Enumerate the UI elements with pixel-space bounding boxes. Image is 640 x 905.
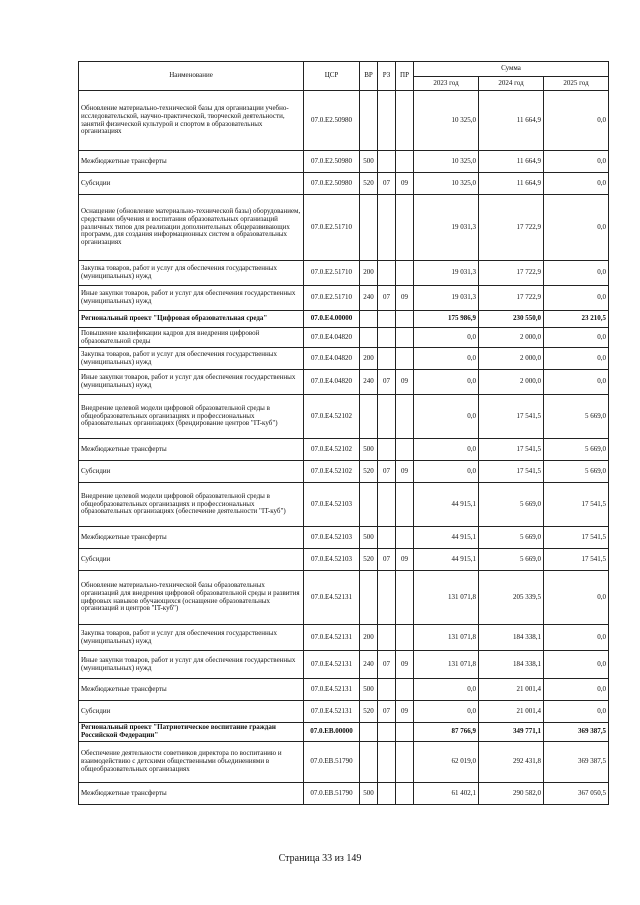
row-vr-cell	[360, 483, 378, 527]
row-rz-cell	[378, 571, 396, 625]
row-rz-cell: 07	[378, 286, 396, 311]
row-2025-cell: 0,0	[544, 173, 609, 195]
row-pr-cell	[396, 328, 414, 348]
row-2024-cell: 5 669,0	[479, 527, 544, 549]
row-2024-cell: 2 000,0	[479, 328, 544, 348]
row-vr-cell: 200	[360, 348, 378, 370]
row-vr-cell: 500	[360, 679, 378, 701]
row-name-cell: Субсидии	[79, 701, 304, 723]
row-2025-cell: 0,0	[544, 679, 609, 701]
row-pr-cell	[396, 625, 414, 651]
row-2024-cell: 349 771,1	[479, 723, 544, 742]
row-vr-cell	[360, 311, 378, 328]
row-2024-cell: 17 541,5	[479, 461, 544, 483]
row-2023-cell: 131 071,8	[414, 571, 479, 625]
row-pr-cell	[396, 311, 414, 328]
row-rz-cell	[378, 151, 396, 173]
row-csr-cell: 07.0.EB.00000	[304, 723, 360, 742]
row-name-cell: Межбюджетные трансферты	[79, 679, 304, 701]
row-2023-cell: 10 325,0	[414, 151, 479, 173]
row-vr-cell: 200	[360, 625, 378, 651]
row-2024-cell: 21 001,4	[479, 679, 544, 701]
row-2023-cell: 19 031,3	[414, 261, 479, 286]
row-rz-cell	[378, 679, 396, 701]
row-rz-cell: 07	[378, 173, 396, 195]
row-name-cell: Региональный проект "Цифровая образовательная среда"	[79, 311, 304, 328]
row-vr-cell: 520	[360, 549, 378, 571]
row-2023-cell: 10 325,0	[414, 91, 479, 151]
row-2024-cell: 17 722,9	[479, 261, 544, 286]
row-2025-cell: 0,0	[544, 651, 609, 679]
row-2024-cell: 292 431,8	[479, 742, 544, 783]
row-name-cell: Межбюджетные трансферты	[79, 783, 304, 805]
row-vr-cell	[360, 328, 378, 348]
row-name-cell: Закупка товаров, работ и услуг для обеспечения государственных (муниципальных) нужд	[79, 348, 304, 370]
header-rz: РЗ	[378, 62, 396, 91]
row-pr-cell	[396, 679, 414, 701]
row-2023-cell: 19 031,3	[414, 286, 479, 311]
row-2025-cell: 0,0	[544, 286, 609, 311]
row-name-cell: Межбюджетные трансферты	[79, 527, 304, 549]
row-2025-cell: 0,0	[544, 91, 609, 151]
row-name-cell: Закупка товаров, работ и услуг для обеспечения государственных (муниципальных) нужд	[79, 261, 304, 286]
row-2023-cell: 19 031,3	[414, 195, 479, 261]
table-row	[79, 348, 609, 370]
row-2025-cell: 5 669,0	[544, 395, 609, 439]
row-2025-cell: 17 541,5	[544, 483, 609, 527]
table-row	[79, 370, 609, 395]
row-pr-cell: 09	[396, 651, 414, 679]
table-row	[79, 328, 609, 348]
row-csr-cell: 07.0.E2.50980	[304, 173, 360, 195]
row-vr-cell	[360, 395, 378, 439]
row-vr-cell: 520	[360, 461, 378, 483]
row-name-cell: Обеспечение деятельности советников директора по воспитанию и взаимодействию с детскими общественными объединениями в общеобразовательных организациях	[79, 742, 304, 783]
row-2025-cell: 5 669,0	[544, 439, 609, 461]
row-vr-cell: 500	[360, 151, 378, 173]
row-pr-cell: 09	[396, 549, 414, 571]
row-rz-cell	[378, 195, 396, 261]
row-2023-cell: 175 986,9	[414, 311, 479, 328]
row-2025-cell: 5 669,0	[544, 461, 609, 483]
row-csr-cell: 07.0.E2.50980	[304, 151, 360, 173]
row-csr-cell: 07.0.E4.52103	[304, 483, 360, 527]
header-vr: ВР	[360, 62, 378, 91]
row-2025-cell: 367 050,5	[544, 783, 609, 805]
table-row	[79, 783, 609, 805]
row-csr-cell: 07.0.E4.52103	[304, 549, 360, 571]
row-2024-cell: 17 541,5	[479, 439, 544, 461]
row-rz-cell: 07	[378, 370, 396, 395]
row-pr-cell	[396, 151, 414, 173]
row-rz-cell	[378, 91, 396, 151]
row-csr-cell: 07.0.E4.52131	[304, 701, 360, 723]
row-2025-cell: 0,0	[544, 571, 609, 625]
table-row	[79, 701, 609, 723]
row-2024-cell: 290 582,0	[479, 783, 544, 805]
table-header	[79, 62, 609, 91]
table-row	[79, 625, 609, 651]
table-row	[79, 461, 609, 483]
budget-table	[78, 61, 609, 805]
row-pr-cell	[396, 195, 414, 261]
row-name-cell: Оснащение (обновление материально-технической базы) оборудованием, средствами обучения и воспитания образовательных организаций различных типов для реализации дополнительных общеразвивающих программ, для создания информационных систем в образовательных организациях	[79, 195, 304, 261]
row-2023-cell: 0,0	[414, 701, 479, 723]
row-name-cell: Субсидии	[79, 461, 304, 483]
table-row-section	[79, 723, 609, 742]
row-2025-cell: 0,0	[544, 195, 609, 261]
row-pr-cell: 09	[396, 701, 414, 723]
row-2023-cell: 131 071,8	[414, 651, 479, 679]
table-row	[79, 91, 609, 151]
row-csr-cell: 07.0.E4.52102	[304, 461, 360, 483]
row-vr-cell: 200	[360, 261, 378, 286]
row-2025-cell: 0,0	[544, 348, 609, 370]
row-pr-cell	[396, 261, 414, 286]
header-year-2024: 2024 год	[479, 77, 544, 91]
row-2023-cell: 62 019,0	[414, 742, 479, 783]
row-name-cell: Закупка товаров, работ и услуг для обеспечения государственных (муниципальных) нужд	[79, 625, 304, 651]
table-row	[79, 651, 609, 679]
row-2024-cell: 205 339,5	[479, 571, 544, 625]
row-csr-cell: 07.0.EB.51790	[304, 742, 360, 783]
row-csr-cell: 07.0.E4.04820	[304, 328, 360, 348]
row-2025-cell: 23 210,5	[544, 311, 609, 328]
row-2024-cell: 5 669,0	[479, 483, 544, 527]
row-vr-cell: 240	[360, 370, 378, 395]
row-csr-cell: 07.0.E4.52103	[304, 527, 360, 549]
row-rz-cell	[378, 311, 396, 328]
table-row	[79, 549, 609, 571]
row-2024-cell: 2 000,0	[479, 348, 544, 370]
row-2023-cell: 44 915,1	[414, 527, 479, 549]
row-rz-cell	[378, 261, 396, 286]
row-vr-cell: 500	[360, 439, 378, 461]
row-vr-cell: 240	[360, 651, 378, 679]
row-name-cell: Межбюджетные трансферты	[79, 151, 304, 173]
row-rz-cell	[378, 527, 396, 549]
row-pr-cell	[396, 439, 414, 461]
row-pr-cell: 09	[396, 370, 414, 395]
row-name-cell: Внедрение целевой модели цифровой образовательной среды в общеобразовательных организациях и профессиональных образовательных организациях (обеспечение деятельности "IT-куб")	[79, 483, 304, 527]
row-csr-cell: 07.0.E2.50980	[304, 91, 360, 151]
row-2025-cell: 17 541,5	[544, 549, 609, 571]
row-vr-cell: 520	[360, 173, 378, 195]
row-2023-cell: 131 071,8	[414, 625, 479, 651]
row-2024-cell: 5 669,0	[479, 549, 544, 571]
header-name: Наименование	[79, 62, 304, 91]
row-2023-cell: 0,0	[414, 461, 479, 483]
row-2023-cell: 0,0	[414, 679, 479, 701]
header-sum: Сумма	[414, 62, 609, 77]
row-pr-cell	[396, 723, 414, 742]
row-rz-cell	[378, 395, 396, 439]
table-row	[79, 286, 609, 311]
row-2025-cell: 17 541,5	[544, 527, 609, 549]
row-name-cell: Иные закупки товаров, работ и услуг для обеспечения государственных (муниципальных) нужд	[79, 370, 304, 395]
row-pr-cell	[396, 348, 414, 370]
row-rz-cell	[378, 328, 396, 348]
table-row	[79, 261, 609, 286]
row-2023-cell: 0,0	[414, 439, 479, 461]
table-row	[79, 151, 609, 173]
row-name-cell: Внедрение целевой модели цифровой образовательной среды в общеобразовательных организациях и профессиональных образовательных организациях (брендирование центров "IT-куб")	[79, 395, 304, 439]
row-2025-cell: 369 387,5	[544, 742, 609, 783]
row-2025-cell: 0,0	[544, 701, 609, 723]
row-vr-cell	[360, 91, 378, 151]
row-csr-cell: 07.0.E2.51710	[304, 286, 360, 311]
row-rz-cell	[378, 742, 396, 783]
row-csr-cell: 07.0.EB.51790	[304, 783, 360, 805]
row-pr-cell	[396, 483, 414, 527]
row-name-cell: Субсидии	[79, 173, 304, 195]
row-2025-cell: 369 387,5	[544, 723, 609, 742]
header-pr: ПР	[396, 62, 414, 91]
row-rz-cell	[378, 483, 396, 527]
row-rz-cell	[378, 625, 396, 651]
row-vr-cell: 500	[360, 783, 378, 805]
row-vr-cell	[360, 723, 378, 742]
row-name-cell: Обновление материально-технической базы образовательных организаций для внедрения цифровой образовательной среды и развития цифровых навыков обучающихся (оснащение образовательных организаций и центров "IT-куб")	[79, 571, 304, 625]
row-2024-cell: 17 722,9	[479, 286, 544, 311]
row-vr-cell	[360, 571, 378, 625]
row-2025-cell: 0,0	[544, 328, 609, 348]
table-row	[79, 195, 609, 261]
row-name-cell: Повышение квалификации кадров для внедрения цифровой образовательной среды	[79, 328, 304, 348]
row-csr-cell: 07.0.E4.00000	[304, 311, 360, 328]
table-row	[79, 527, 609, 549]
row-vr-cell	[360, 742, 378, 783]
row-csr-cell: 07.0.E4.52131	[304, 651, 360, 679]
table-body	[79, 91, 609, 805]
row-2023-cell: 87 766,9	[414, 723, 479, 742]
row-pr-cell	[396, 742, 414, 783]
row-2024-cell: 17 541,5	[479, 395, 544, 439]
row-pr-cell: 09	[396, 461, 414, 483]
row-pr-cell	[396, 571, 414, 625]
row-pr-cell: 09	[396, 173, 414, 195]
row-2024-cell: 21 001,4	[479, 701, 544, 723]
row-rz-cell: 07	[378, 549, 396, 571]
row-2024-cell: 230 550,0	[479, 311, 544, 328]
row-pr-cell: 09	[396, 286, 414, 311]
row-vr-cell: 240	[360, 286, 378, 311]
row-rz-cell	[378, 439, 396, 461]
row-2025-cell: 0,0	[544, 151, 609, 173]
row-vr-cell: 500	[360, 527, 378, 549]
row-csr-cell: 07.0.E4.52131	[304, 679, 360, 701]
row-vr-cell	[360, 195, 378, 261]
row-name-cell: Обновление материально-технической базы для организации учебно-исследовательской, научно-практической, творческой деятельности, занятий физической культурой и спортом в образовательных организациях	[79, 91, 304, 151]
table-row	[79, 742, 609, 783]
row-csr-cell: 07.0.E4.04820	[304, 348, 360, 370]
row-rz-cell: 07	[378, 461, 396, 483]
row-2023-cell: 0,0	[414, 370, 479, 395]
row-pr-cell	[396, 527, 414, 549]
row-name-cell: Межбюджетные трансферты	[79, 439, 304, 461]
row-2024-cell: 184 338,1	[479, 651, 544, 679]
row-csr-cell: 07.0.E2.51710	[304, 261, 360, 286]
row-2024-cell: 11 664,9	[479, 91, 544, 151]
row-rz-cell: 07	[378, 701, 396, 723]
row-pr-cell	[396, 783, 414, 805]
table-row	[79, 679, 609, 701]
row-csr-cell: 07.0.E4.52102	[304, 439, 360, 461]
row-2023-cell: 0,0	[414, 328, 479, 348]
row-2024-cell: 2 000,0	[479, 370, 544, 395]
row-2024-cell: 184 338,1	[479, 625, 544, 651]
row-csr-cell: 07.0.E2.51710	[304, 195, 360, 261]
row-2023-cell: 61 402,1	[414, 783, 479, 805]
row-rz-cell: 07	[378, 651, 396, 679]
row-vr-cell: 520	[360, 701, 378, 723]
row-pr-cell	[396, 395, 414, 439]
row-csr-cell: 07.0.E4.04820	[304, 370, 360, 395]
row-csr-cell: 07.0.E4.52102	[304, 395, 360, 439]
row-rz-cell	[378, 723, 396, 742]
page-number: Страница 33 из 149	[278, 853, 362, 864]
row-2024-cell: 17 722,9	[479, 195, 544, 261]
row-2023-cell: 44 915,1	[414, 549, 479, 571]
row-name-cell: Региональный проект "Патриотическое воспитание граждан Российской Федерации"	[79, 723, 304, 742]
row-2023-cell: 10 325,0	[414, 173, 479, 195]
table-row	[79, 439, 609, 461]
row-2024-cell: 11 664,9	[479, 151, 544, 173]
header-year-2025: 2025 год	[544, 77, 609, 91]
row-csr-cell: 07.0.E4.52131	[304, 625, 360, 651]
table-row	[79, 483, 609, 527]
row-2025-cell: 0,0	[544, 625, 609, 651]
row-2023-cell: 44 915,1	[414, 483, 479, 527]
row-2025-cell: 0,0	[544, 261, 609, 286]
row-name-cell: Субсидии	[79, 549, 304, 571]
header-year-2023: 2023 год	[414, 77, 479, 91]
table-row	[79, 571, 609, 625]
row-pr-cell	[396, 91, 414, 151]
row-name-cell: Иные закупки товаров, работ и услуг для обеспечения государственных (муниципальных) нужд	[79, 286, 304, 311]
row-2023-cell: 0,0	[414, 395, 479, 439]
row-name-cell: Иные закупки товаров, работ и услуг для обеспечения государственных (муниципальных) нужд	[79, 651, 304, 679]
table-row	[79, 395, 609, 439]
row-2023-cell: 0,0	[414, 348, 479, 370]
row-rz-cell	[378, 348, 396, 370]
row-2024-cell: 11 664,9	[479, 173, 544, 195]
table-row-section	[79, 311, 609, 328]
row-2025-cell: 0,0	[544, 370, 609, 395]
row-csr-cell: 07.0.E4.52131	[304, 571, 360, 625]
header-csr: ЦСР	[304, 62, 360, 91]
table-row	[79, 173, 609, 195]
row-rz-cell	[378, 783, 396, 805]
